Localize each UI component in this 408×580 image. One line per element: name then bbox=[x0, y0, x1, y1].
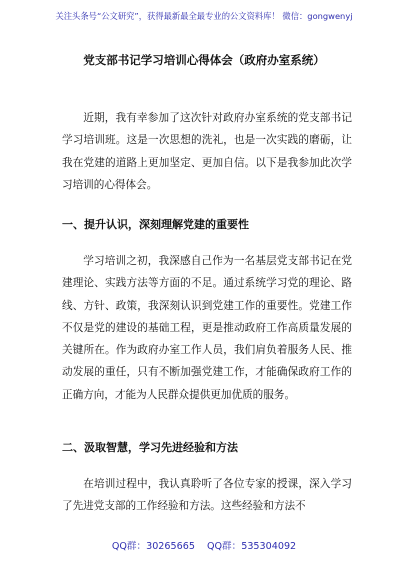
promo-banner: 关注头条号“公文研究”，获得最新最全最专业的公文资料库！ 微信：gongwenyj bbox=[55, 11, 353, 21]
footer-qq-group-1: QQ群：30265665 bbox=[111, 541, 195, 552]
section-2-paragraph: 在培训过程中，我认真聆听了各位专家的授课，深入学习了先进党支部的工作经验和方法。这些经验和方法不 bbox=[62, 478, 352, 513]
footer-qq-group-2: QQ群：535304092 bbox=[206, 541, 297, 552]
section-1-paragraph: 学习培训之初，我深感自己作为一名基层党支部书记在党建理论、实践方法等方面的不足。通过系统学习党的理论、路线、方针、政策，我深刻认识到党建工作的重要性。党建工作不仅是党的建设的基础工程，更是推动政府工作高质量发展的关键所在。作为政府办室工作人员，我们肩负着服务人民、推动发展的重任，只有不断加强党建工作，才能确保政府工作的正确方向，才能为人民群众提供更加优质的服务。 bbox=[62, 255, 352, 401]
footer-contact bbox=[0, 538, 408, 552]
section-heading-1: 一、提升认识，深刻理解党建的重要性 bbox=[62, 218, 249, 231]
intro-paragraph: 近期，我有幸参加了这次针对政府办室系统的党支部书记学习培训班。这是一次思想的洗礼，也是一次实践的磨砺，让我在党建的道路上更加坚定、更加自信。以下是我参加此次学习培训的心得体会。 bbox=[62, 112, 352, 191]
section-heading-2: 二、汲取智慧，学习先进经验和方法 bbox=[62, 441, 238, 454]
document-title: 党支部书记学习培训心得体会（政府办室系统） bbox=[83, 53, 325, 67]
